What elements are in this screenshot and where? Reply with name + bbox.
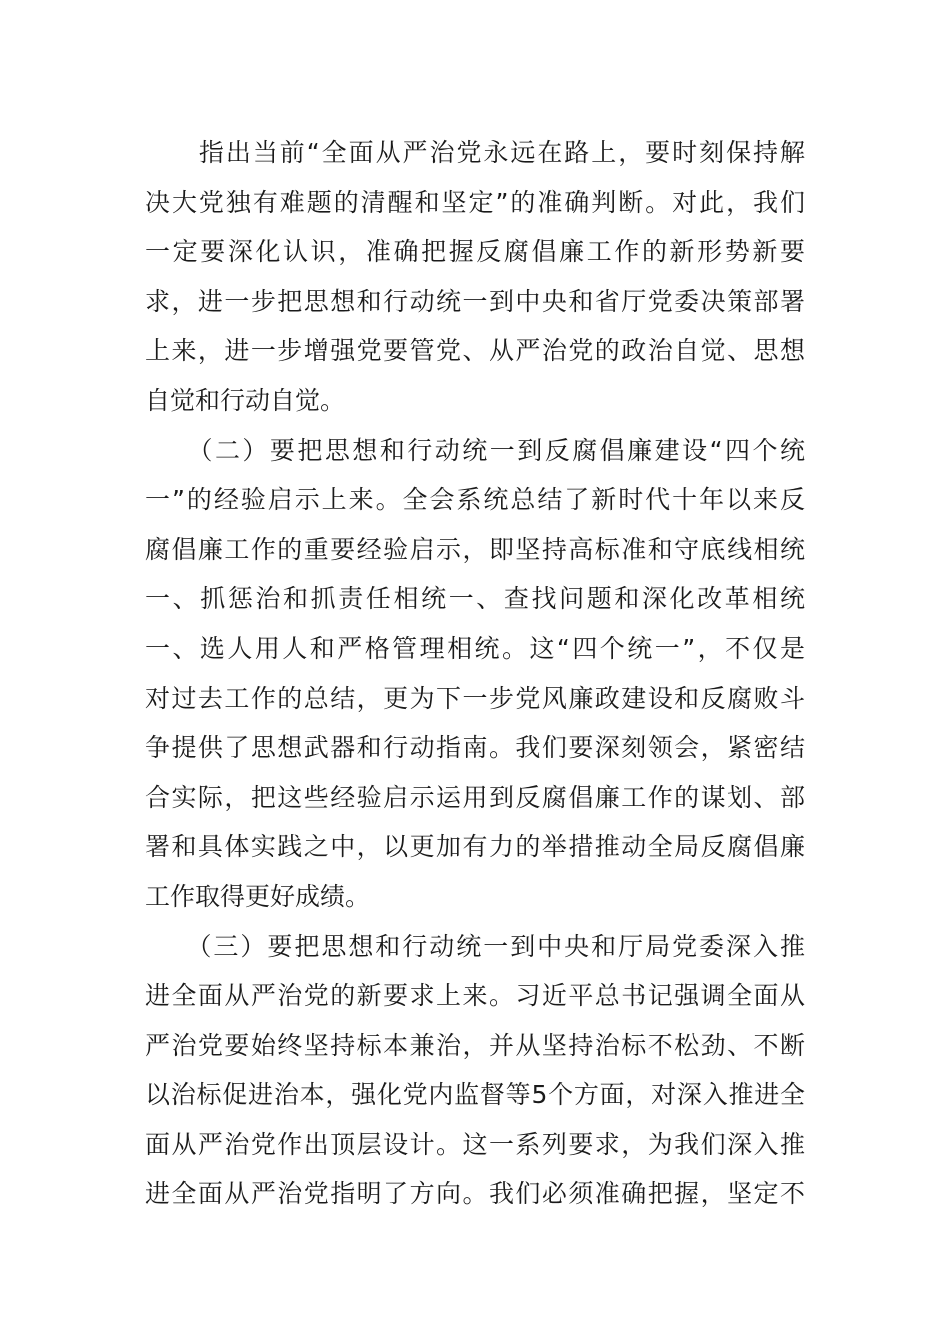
text-line: 一、抓惩治和抓责任相统一、查找问题和深化改革相统	[145, 584, 805, 614]
text-line: （三）要把思想和行动统一到中央和厅局党委深入推	[145, 931, 805, 961]
text-line: 一、选人用人和严格管理相统。这“四个统一”，不仅是	[145, 633, 805, 663]
text-line: 自觉和行动自觉。	[145, 385, 346, 415]
text-line: 署和具体实践之中，以更加有力的举措推动全局反腐倡廉	[145, 832, 805, 862]
text-line: （二）要把思想和行动统一到反腐倡廉建设“四个统	[145, 435, 805, 465]
text-line: 一定要深化认识，准确把握反腐倡廉工作的新形势新要	[145, 237, 805, 267]
text-line: 进全面从严治党的新要求上来。习近平总书记强调全面从	[145, 981, 805, 1011]
text-line: 上来，进一步增强党要管党、从严治党的政治自觉、思想	[145, 336, 805, 366]
text-line: 合实际，把这些经验启示运用到反腐倡廉工作的谋划、部	[145, 782, 805, 812]
text-line: 以治标促进治本，强化党内监督等5个方面，对深入推进全	[145, 1080, 805, 1110]
body-text	[145, 128, 805, 1219]
text-line: 面从严治党作出顶层设计。这一系列要求，为我们深入推	[145, 1129, 805, 1159]
text-line: 争提供了思想武器和行动指南。我们要深刻领会，紧密结	[145, 733, 805, 763]
text-line: 指出当前“全面从严治党永远在路上，要时刻保持解	[145, 138, 805, 167]
text-line: 腐倡廉工作的重要经验启示，即坚持高标准和守底线相统	[145, 534, 805, 564]
text-line: 求，进一步把思想和行动统一到中央和省厅党委决策部署	[145, 286, 805, 316]
text-line: 严治党要始终坚持标本兼治，并从坚持治标不松劲、不断	[145, 1030, 805, 1060]
text-line: 对过去工作的总结，更为下一步党风廉政建设和反腐败斗	[145, 683, 805, 713]
text-line: 进全面从严治党指明了方向。我们必须准确把握，坚定不	[145, 1179, 805, 1209]
text-line: 工作取得更好成绩。	[145, 881, 371, 911]
text-line: 一”的经验启示上来。全会系统总结了新时代十年以来反	[145, 485, 805, 515]
text-line: 决大党独有难题的清醒和坚定”的准确判断。对此，我们	[145, 187, 805, 217]
